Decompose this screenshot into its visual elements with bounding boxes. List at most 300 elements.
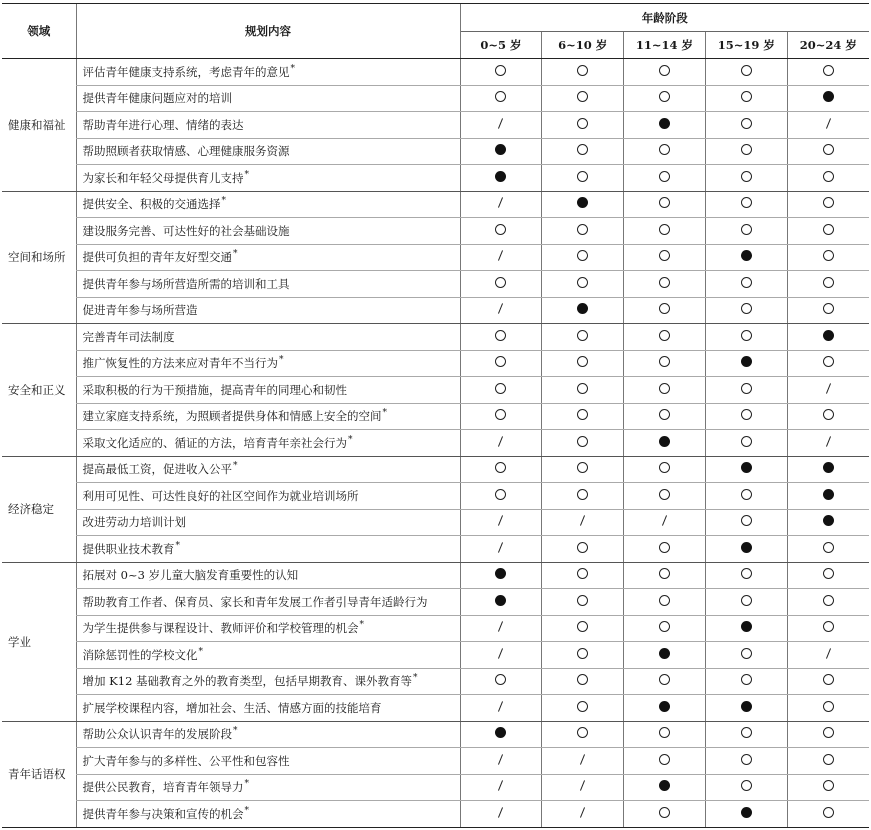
age-mark-cell [787,721,869,748]
open-circle-icon [659,224,670,235]
asterisk-note: * [244,779,249,790]
open-circle-icon [741,780,752,791]
open-circle-icon [741,383,752,394]
age-mark-cell [460,377,542,404]
age-header-6-10: 6~10 岁 [542,32,624,59]
age-mark-cell [460,589,542,616]
content-text: 推广恢复性的方法来应对青年不当行为 [82,356,278,371]
slash-icon [496,754,506,765]
open-circle-icon [577,648,588,659]
age-mark-cell [460,801,542,828]
open-circle-icon [741,515,752,526]
filled-circle-icon [823,462,834,473]
open-circle-icon [495,383,506,394]
slash-icon [496,303,506,314]
open-circle-icon [659,171,670,182]
filled-circle-icon [823,91,834,102]
domain-column-header: 领域 [2,4,76,59]
filled-circle-icon [495,568,506,579]
domain-cell: 经济稳定 [2,456,76,562]
table-row [2,589,869,616]
open-circle-icon [659,303,670,314]
age-mark-cell [542,642,624,669]
age-mark-cell [460,562,542,589]
age-mark-cell [624,165,706,192]
open-circle-icon [577,65,588,76]
filled-circle-icon [495,144,506,155]
age-mark-cell [460,615,542,642]
age-mark-cell [787,191,869,218]
age-mark-cell [624,430,706,457]
content-text: 增加 K12 基础教育之外的教育类型，包括早期教育、课外教育等 [82,674,413,689]
open-circle-icon [659,542,670,553]
asterisk-note: * [359,620,364,631]
open-circle-icon [577,277,588,288]
open-circle-icon [659,409,670,420]
age-mark-cell [787,430,869,457]
asterisk-note: * [221,196,226,207]
table-row [2,721,869,748]
age-mark-cell [542,801,624,828]
age-mark-cell [705,271,787,298]
content-text: 改进劳动力培训计划 [82,515,186,530]
open-circle-icon [823,197,834,208]
age-mark-cell [787,562,869,589]
open-circle-icon [741,754,752,765]
open-circle-icon [577,250,588,261]
age-header-0-5: 0~5 岁 [460,32,542,59]
open-circle-icon [659,727,670,738]
age-mark-cell [705,774,787,801]
table-row [2,562,869,589]
filled-circle-icon [659,436,670,447]
content-text: 提供公民教育，培育青年领导力 [82,780,244,795]
filled-circle-icon [495,595,506,606]
content-text: 拓展对 0~3 岁儿童大脑发育重要性的认知 [82,568,299,583]
asterisk-note: * [244,805,249,816]
age-mark-cell [787,350,869,377]
open-circle-icon [823,303,834,314]
filled-circle-icon [741,701,752,712]
open-circle-icon [577,409,588,420]
age-header-15-19: 15~19 岁 [705,32,787,59]
open-circle-icon [741,568,752,579]
age-mark-cell [542,509,624,536]
filled-circle-icon [659,648,670,659]
age-mark-cell [787,589,869,616]
age-mark-cell [542,589,624,616]
open-circle-icon [741,303,752,314]
age-mark-cell [705,138,787,165]
age-mark-cell [460,112,542,139]
asterisk-note: * [413,673,418,684]
content-text: 评估青年健康支持系统，考虑青年的意见 [82,64,290,79]
filled-circle-icon [741,542,752,553]
open-circle-icon [577,727,588,738]
open-circle-icon [495,489,506,500]
open-circle-icon [577,356,588,367]
table-row [2,483,869,510]
age-mark-cell [460,350,542,377]
open-circle-icon [495,91,506,102]
open-circle-icon [823,568,834,579]
open-circle-icon [659,489,670,500]
open-circle-icon [659,65,670,76]
open-circle-icon [495,224,506,235]
age-mark-cell [624,403,706,430]
table-row [2,377,869,404]
table-row [2,668,869,695]
open-circle-icon [823,277,834,288]
open-circle-icon [659,91,670,102]
age-mark-cell [705,191,787,218]
age-header-11-14: 11~14 岁 [624,32,706,59]
content-text: 提供青年参与决策和宣传的机会 [82,806,244,821]
filled-circle-icon [823,330,834,341]
age-mark-cell [460,85,542,112]
age-mark-cell [705,85,787,112]
age-mark-cell [460,218,542,245]
age-mark-cell [460,59,542,86]
table-row [2,403,869,430]
table-row [2,297,869,324]
slash-icon [823,436,833,447]
open-circle-icon [823,65,834,76]
open-circle-icon [823,621,834,632]
content-cell [76,324,460,351]
content-text: 利用可见性、可达性良好的社区空间作为就业培训场所 [82,488,359,503]
filled-circle-icon [823,489,834,500]
open-circle-icon [577,330,588,341]
open-circle-icon [577,462,588,473]
content-cell [76,748,460,775]
content-cell [76,244,460,271]
content-cell [76,801,460,828]
open-circle-icon [741,648,752,659]
filled-circle-icon [659,118,670,129]
open-circle-icon [741,197,752,208]
asterisk-note: * [233,461,238,472]
age-mark-cell [787,774,869,801]
age-mark-cell [705,509,787,536]
age-mark-cell [787,483,869,510]
age-mark-cell [624,324,706,351]
content-cell [76,218,460,245]
age-mark-cell [542,112,624,139]
age-mark-cell [542,59,624,86]
age-mark-cell [460,774,542,801]
age-mark-cell [542,85,624,112]
age-mark-cell [460,721,542,748]
slash-icon [496,118,506,129]
table-row [2,191,869,218]
age-mark-cell [624,112,706,139]
content-cell [76,668,460,695]
content-text: 提高最低工资，促进收入公平 [82,462,232,477]
filled-circle-icon [741,250,752,261]
open-circle-icon [577,595,588,606]
content-cell [76,165,460,192]
age-mark-cell [460,536,542,563]
open-circle-icon [823,754,834,765]
age-mark-cell [787,801,869,828]
age-mark-cell [705,695,787,722]
open-circle-icon [741,674,752,685]
age-mark-cell [787,695,869,722]
table-row [2,536,869,563]
filled-circle-icon [659,780,670,791]
open-circle-icon [659,807,670,818]
age-mark-cell [705,483,787,510]
table-row [2,218,869,245]
filled-circle-icon [495,727,506,738]
domain-cell: 安全和正义 [2,324,76,457]
content-text: 采取积极的行为干预措施，提高青年的同理心和韧性 [82,382,347,397]
slash-icon [578,807,588,818]
table-row [2,695,869,722]
open-circle-icon [659,250,670,261]
content-text: 为学生提供参与课程设计、教师评价和学校管理的机会 [82,621,359,636]
content-cell [76,377,460,404]
table-row [2,165,869,192]
content-text: 帮助青年进行心理、情绪的表达 [82,117,244,132]
age-mark-cell [460,191,542,218]
open-circle-icon [659,197,670,208]
slash-icon [823,118,833,129]
age-mark-cell [460,695,542,722]
age-mark-cell [624,218,706,245]
open-circle-icon [659,383,670,394]
content-cell [76,297,460,324]
table-row [2,138,869,165]
content-text: 帮助公众认识青年的发展阶段 [82,727,232,742]
content-text: 消除惩罚性的学校文化 [82,647,198,662]
age-mark-cell [705,59,787,86]
age-mark-cell [624,801,706,828]
open-circle-icon [659,356,670,367]
age-mark-cell [460,456,542,483]
age-mark-cell [460,324,542,351]
content-text: 扩大青年参与的多样性、公平性和包容性 [82,753,290,768]
open-circle-icon [577,701,588,712]
slash-icon [496,701,506,712]
open-circle-icon [659,595,670,606]
age-mark-cell [624,721,706,748]
age-mark-cell [542,456,624,483]
open-circle-icon [741,118,752,129]
age-mark-cell [542,536,624,563]
age-mark-cell [542,244,624,271]
open-circle-icon [659,144,670,155]
age-mark-cell [705,112,787,139]
open-circle-icon [495,277,506,288]
slash-icon [823,383,833,394]
filled-circle-icon [577,303,588,314]
open-circle-icon [659,568,670,579]
age-mark-cell [624,615,706,642]
content-text: 建立家庭支持系统，为照顾者提供身体和情感上安全的空间 [82,409,382,424]
age-mark-cell [787,536,869,563]
age-mark-cell [705,377,787,404]
open-circle-icon [577,542,588,553]
slash-icon [496,807,506,818]
age-mark-cell [787,59,869,86]
open-circle-icon [741,595,752,606]
age-mark-cell [460,165,542,192]
domain-cell: 空间和场所 [2,191,76,324]
open-circle-icon [823,701,834,712]
age-mark-cell [787,271,869,298]
table-row [2,642,869,669]
age-mark-cell [542,297,624,324]
age-mark-cell [624,244,706,271]
open-circle-icon [741,224,752,235]
content-text: 促进青年参与场所营造 [82,303,198,318]
content-cell [76,615,460,642]
age-mark-cell [705,668,787,695]
age-mark-cell [787,377,869,404]
open-circle-icon [823,144,834,155]
age-mark-cell [787,165,869,192]
table-row [2,430,869,457]
table-row [2,509,869,536]
content-cell [76,774,460,801]
open-circle-icon [659,330,670,341]
age-mark-cell [542,483,624,510]
age-mark-cell [624,271,706,298]
content-text: 帮助教育工作者、保育员、家长和青年发展工作者引导青年适龄行为 [82,594,428,609]
open-circle-icon [577,383,588,394]
slash-icon [496,197,506,208]
asterisk-note: * [382,408,387,419]
open-circle-icon [577,144,588,155]
age-mark-cell [460,403,542,430]
age-mark-cell [787,615,869,642]
open-circle-icon [823,409,834,420]
table-row [2,748,869,775]
content-cell [76,191,460,218]
table-row [2,324,869,351]
filled-circle-icon [495,171,506,182]
age-mark-cell [787,85,869,112]
open-circle-icon [659,674,670,685]
asterisk-note: * [290,63,295,74]
content-cell [76,721,460,748]
age-mark-cell [624,509,706,536]
age-mark-cell [787,456,869,483]
age-mark-cell [624,297,706,324]
open-circle-icon [495,409,506,420]
open-circle-icon [823,674,834,685]
age-mark-cell [787,244,869,271]
age-mark-cell [460,748,542,775]
age-mark-cell [705,165,787,192]
open-circle-icon [823,542,834,553]
open-circle-icon [577,674,588,685]
age-mark-cell [542,721,624,748]
age-group-header: 年龄阶段 [460,4,869,32]
open-circle-icon [741,171,752,182]
age-mark-cell [787,748,869,775]
age-mark-cell [624,483,706,510]
open-circle-icon [659,621,670,632]
age-mark-cell [542,748,624,775]
youth-planning-table [2,3,869,828]
age-mark-cell [624,138,706,165]
table-row [2,350,869,377]
age-mark-cell [624,85,706,112]
table-row [2,801,869,828]
age-mark-cell [460,244,542,271]
filled-circle-icon [741,807,752,818]
age-mark-cell [624,695,706,722]
open-circle-icon [577,118,588,129]
asterisk-note: * [175,540,180,551]
content-cell [76,642,460,669]
content-cell [76,483,460,510]
domain-cell: 学业 [2,562,76,721]
age-mark-cell [460,297,542,324]
table-row [2,615,869,642]
age-mark-cell [542,138,624,165]
age-mark-cell [542,191,624,218]
age-mark-cell [787,112,869,139]
age-mark-cell [705,748,787,775]
content-cell [76,509,460,536]
content-cell [76,456,460,483]
age-mark-cell [542,562,624,589]
age-mark-cell [542,377,624,404]
table-row [2,244,869,271]
content-text: 扩展学校课程内容，增加社会、生活、情感方面的技能培育 [82,700,382,715]
content-cell [76,59,460,86]
content-text: 提供青年健康问题应对的培训 [82,91,232,106]
slash-icon [823,648,833,659]
open-circle-icon [823,807,834,818]
age-mark-cell [705,589,787,616]
content-text: 提供青年参与场所营造所需的培训和工具 [82,276,290,291]
open-circle-icon [741,409,752,420]
table-row [2,112,869,139]
age-mark-cell [705,562,787,589]
content-text: 帮助照顾者获取情感、心理健康服务资源 [82,144,290,159]
age-mark-cell [624,191,706,218]
filled-circle-icon [659,701,670,712]
content-text: 提供职业技术教育 [82,541,175,556]
table-row [2,774,869,801]
age-mark-cell [542,403,624,430]
age-mark-cell [624,774,706,801]
age-header-20-24: 20~24 岁 [787,32,869,59]
age-mark-cell [460,509,542,536]
table-row [2,271,869,298]
age-mark-cell [787,642,869,669]
age-mark-cell [542,165,624,192]
age-mark-cell [542,774,624,801]
age-mark-cell [787,297,869,324]
open-circle-icon [823,356,834,367]
age-mark-cell [787,324,869,351]
age-mark-cell [542,430,624,457]
table-row [2,59,869,86]
age-mark-cell [705,218,787,245]
content-cell [76,589,460,616]
open-circle-icon [823,780,834,791]
open-circle-icon [741,65,752,76]
age-mark-cell [705,297,787,324]
age-mark-cell [624,668,706,695]
asterisk-note: * [279,355,284,366]
